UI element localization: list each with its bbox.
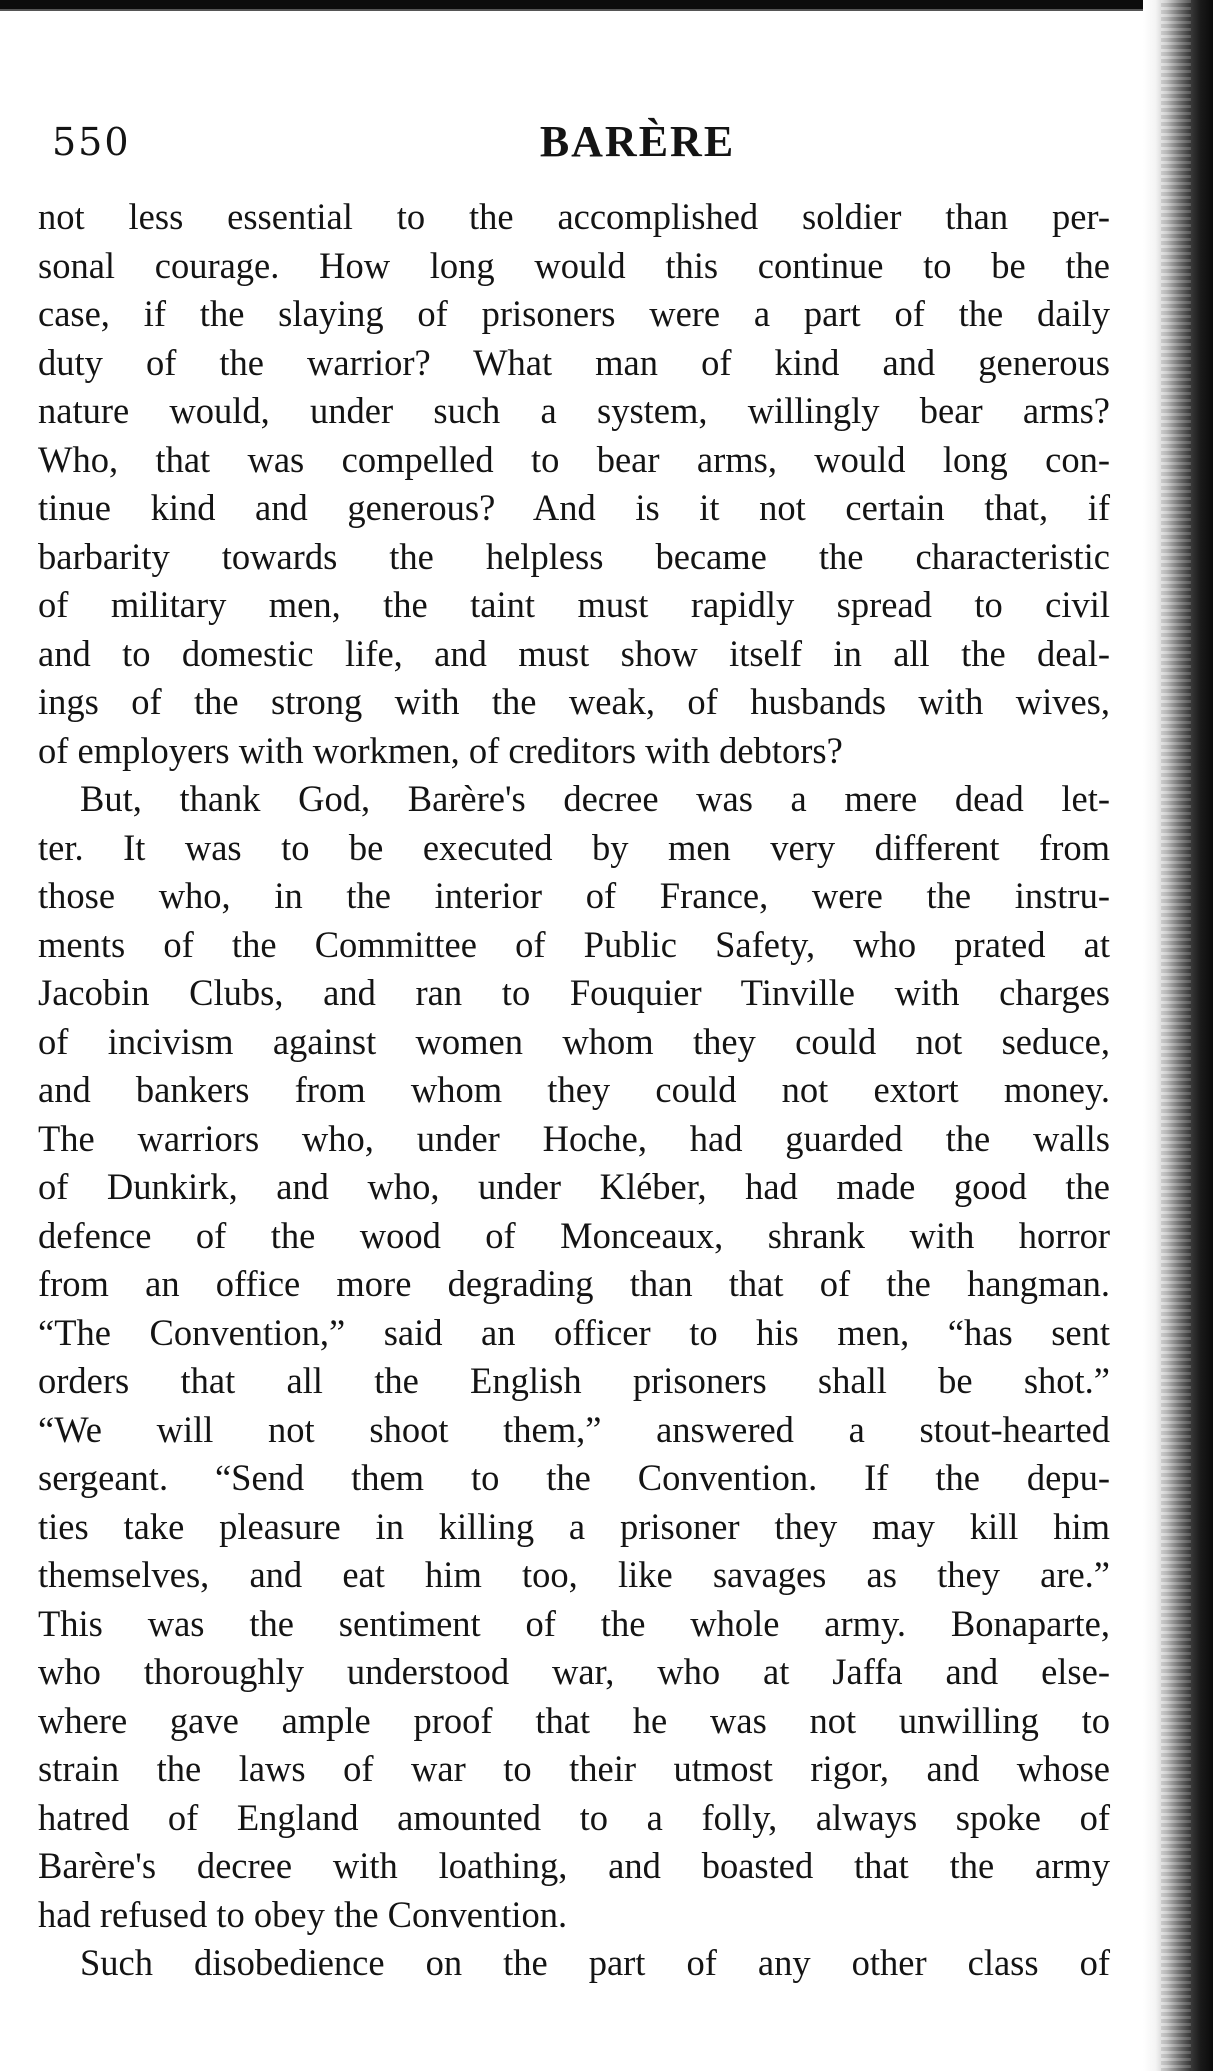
text-line: who thoroughly understood war, who at Jaffa and else- xyxy=(38,1651,1110,1692)
text-line: and to domestic life, and must show itself in all the deal- xyxy=(38,632,1110,674)
text-line: orders that all the English prisoners shall be shot.” xyxy=(38,1360,1110,1401)
text-line: ings of the strong with the weak, of husbands with wives, xyxy=(38,681,1110,722)
text-line: Barère's decree with loathing, and boasted that the army xyxy=(38,1845,1110,1886)
text-line: “We will not shoot them,” answered a stout-hearted xyxy=(38,1408,1110,1450)
paragraph-start-line: Such disobedience on the part of any other class of xyxy=(80,1942,1110,1983)
paragraph-end-line: of employers with workmen, of creditors with debtors? xyxy=(38,729,843,771)
page-top-edge xyxy=(0,0,1213,12)
text-line: of incivism against women whom they could not seduce, xyxy=(38,1020,1110,1062)
text-line: Jacobin Clubs, and ran to Fouquier Tinville with charges xyxy=(38,972,1110,1013)
running-head: BARÈRE xyxy=(539,117,736,166)
text-line: sergeant. “Send them to the Convention. If the depu- xyxy=(38,1457,1110,1498)
text-line: barbarity towards the helpless became the characteristic xyxy=(38,535,1110,577)
text-line: of military men, the taint must rapidly spread to civil xyxy=(38,584,1110,625)
text-line: themselves, and eat him too, like savages as they are.” xyxy=(38,1554,1110,1595)
text-line: not less essential to the accomplished soldier than per- xyxy=(38,196,1110,237)
text-line: case, if the slaying of prisoners were a part of the daily xyxy=(38,293,1110,334)
text-line: nature would, under such a system, willingly bear arms? xyxy=(38,390,1110,431)
text-line: where gave ample proof that he was not unwilling to xyxy=(38,1699,1110,1741)
paragraph-start-line: But, thank God, Barère's decree was a mere dead let- xyxy=(80,778,1110,819)
page-number: 550 xyxy=(52,120,131,164)
text-line: strain the laws of war to their utmost rigor, and whose xyxy=(38,1748,1110,1789)
page-edge-texture xyxy=(1161,0,1191,2071)
text-line: Who, that was compelled to bear arms, would long con- xyxy=(38,438,1110,480)
text-line: “The Convention,” said an officer to his men, “has sent xyxy=(38,1311,1110,1353)
text-line: This was the sentiment of the whole army. Bonaparte, xyxy=(38,1602,1110,1644)
text-line: ties take pleasure in killing a prisoner they may kill him xyxy=(38,1505,1110,1547)
text-line: defence of the wood of Monceaux, shrank with horror xyxy=(38,1214,1110,1256)
text-line: ter. It was to be executed by men very different from xyxy=(38,826,1110,868)
body-text xyxy=(38,193,1110,1988)
text-line: duty of the warrior? What man of kind and generous xyxy=(38,341,1110,383)
text-line: tinue kind and generous? And is it not certain that, if xyxy=(38,487,1110,528)
text-line: those who, in the interior of France, were the instru- xyxy=(38,875,1110,916)
text-line: hatred of England amounted to a folly, always spoke of xyxy=(38,1796,1110,1838)
paragraph-end-line: had refused to obey the Convention. xyxy=(38,1893,568,1935)
text-line: from an office more degrading than that of the hangman. xyxy=(38,1263,1110,1304)
text-line: sonal courage. How long would this continue to be the xyxy=(38,244,1110,286)
text-line: The warriors who, under Hoche, had guarded the walls xyxy=(38,1117,1110,1159)
text-line: of Dunkirk, and who, under Kléber, had made good the xyxy=(38,1166,1110,1207)
text-line: and bankers from whom they could not extort money. xyxy=(38,1069,1110,1110)
text-line: ments of the Committee of Public Safety, who prated at xyxy=(38,923,1110,965)
